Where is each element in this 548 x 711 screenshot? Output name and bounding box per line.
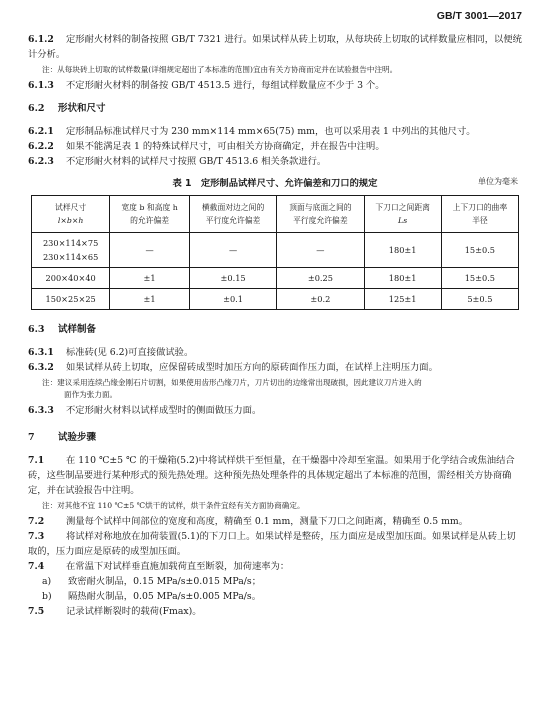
clause-number: 6.3.1: [28, 347, 54, 358]
clause-text: 如果试样从砖上切取，应保留砖成型时加压方向的原砖面作压力面，在试样上注明压力面。: [66, 362, 438, 373]
list-item-text: 隔热耐火制品，0.05 MPa/s±0.005 MPa/s。: [68, 591, 261, 602]
cell-size: 150×25×25: [32, 289, 110, 310]
cell: ±1: [110, 268, 190, 289]
clause-text: 定形耐火材料的制备按照 GB/T 7321 进行。如果试样从砖上切取，从每块砖上切取的试样数量应相同，以便统计分析。: [28, 34, 522, 60]
clause-7-1: [28, 453, 522, 498]
cell-size: 200×40×40: [32, 268, 110, 289]
table-row: [32, 233, 519, 268]
clause-text: 在 110 ℃±5 ℃ 的干燥箱(5.2)中将试样烘干至恒量，在干燥器中冷却至室温。如果用于化学结合或焦油结合砖，这些制品要进行某种形式的预先热处理。这种预先热处理条件的具体规定超出了本标准的范围，需经相关方协商确定，并在试验报告中注明。: [28, 455, 515, 496]
cell: 125±1: [364, 289, 441, 310]
clause-text: 不定形耐火材料的试样尺寸按照 GB/T 4513.6 相关条款进行。: [66, 156, 327, 167]
cell: ±0.2: [277, 289, 364, 310]
clause-text: 定形制品标准试样尺寸为 230 mm×114 mm×65(75) mm，也可以采用表 1 中列出的其他尺寸。: [66, 126, 476, 137]
section-7-heading: [28, 430, 522, 445]
list-item-label: b): [42, 591, 52, 602]
clause-number: 6.2.2: [28, 141, 54, 152]
cell: ±0.1: [189, 289, 276, 310]
clause-7-2: [28, 514, 522, 529]
section-number: 7: [28, 432, 35, 443]
clause-number: 6.2.1: [28, 126, 54, 137]
section-number: 6.3: [28, 324, 45, 335]
table-row: [32, 268, 519, 289]
clause-text: 不定形耐火材料以试样成型时的侧面做压力面。: [66, 405, 262, 416]
clause-6-2-3: [28, 154, 522, 169]
clause-number: 7.1: [28, 455, 45, 466]
clause-7-4: [28, 559, 522, 574]
clause-text: 测量每个试样中间部位的宽度和高度，精确至 0.1 mm，测量下刀口之间距离，精确至 0.5 mm。: [66, 516, 469, 527]
clause-number: 7.3: [28, 531, 45, 542]
section-title: 形状和尺寸: [58, 103, 106, 114]
clause-number: 6.3.2: [28, 362, 54, 373]
header-top-bottom-parallelism: 顶面与底面之间的 平行度允许偏差: [277, 196, 364, 233]
note-3: 注：对其他不宜 110 ℃±5 ℃烘干的试样，烘干条件宜经有关方面协商确定。: [42, 501, 305, 510]
cell: 5±0.5: [441, 289, 518, 310]
table-unit: 单位为毫米: [478, 177, 518, 186]
clause-text: 记录试样断裂时的载荷(Fmax)。: [66, 606, 202, 617]
cell: —: [110, 233, 190, 268]
clause-6-2-1: [28, 124, 522, 139]
note-2: 注：建议采用连续凸缘金刚石片切割，如果使用齿形凸缘刀片，刀片切出的边缘常出现破损，因此建议刀片进入的 面作为张力面。: [42, 378, 422, 399]
cell: 180±1: [364, 233, 441, 268]
page-content: [28, 32, 522, 619]
cell: —: [189, 233, 276, 268]
clause-number: 6.1.2: [28, 34, 54, 45]
cell: 15±0.5: [441, 268, 518, 289]
section-number: 6.2: [28, 103, 45, 114]
clause-6-3-3: [28, 403, 522, 418]
header-edge-radius: 上下刀口的曲率 半径: [441, 196, 518, 233]
header-size: 试样尺寸 l×b×h: [32, 196, 110, 233]
cell: ±0.25: [277, 268, 364, 289]
clause-text: 不定形耐火材料的制备按 GB/T 4513.5 进行，每组试样数量应不少于 3 个。: [66, 80, 385, 91]
cell: ±0.15: [189, 268, 276, 289]
list-item: [42, 589, 522, 604]
clause-text: 将试样对称地放在加荷装置(5.1)的下刀口上。如果试样是整砖，压力面应是成型加压面。如果试样是从砖上切取的，压力面应是原砖的成型加压面。: [28, 531, 516, 557]
section-6-3-heading: [28, 322, 522, 337]
clause-text: 如果不能满足表 1 的特殊试样尺寸，可由相关方协商确定，并在报告中注明。: [66, 141, 385, 152]
note-1: 注：从每块砖上切取的试样数量(详细规定超出了本标准的范围)宜由有关方协商而定并在试验报告中注明。: [42, 65, 398, 74]
list-item: [42, 574, 522, 589]
section-title: 试验步骤: [58, 432, 97, 443]
header-cross-section-parallelism: 横截面对边之间的 平行度允许偏差: [189, 196, 276, 233]
clause-number: 6.3.3: [28, 405, 54, 416]
cell-size: 230×114×75 230×114×65: [32, 233, 110, 268]
clause-number: 7.2: [28, 516, 45, 527]
clause-6-1-3: [28, 78, 522, 93]
clause-text: 在常温下对试样垂直施加载荷直至断裂，加荷速率为：: [66, 561, 290, 572]
section-6-2-heading: [28, 101, 522, 116]
clause-number: 6.2.3: [28, 156, 54, 167]
table-1: [31, 195, 519, 310]
table-row: [32, 289, 519, 310]
clause-6-3-1: [28, 345, 522, 360]
cell: ±1: [110, 289, 190, 310]
table-caption: 表 1 定形制品试样尺寸、允许偏差和刀口的规定: [172, 178, 378, 189]
clause-7-3: [28, 529, 522, 559]
header-lower-span: 下刀口之间距离 Ls: [364, 196, 441, 233]
clause-7-5: [28, 604, 522, 619]
table-1-caption-row: [28, 175, 522, 191]
list-item-label: a): [42, 576, 52, 587]
clause-6-3-2: [28, 360, 522, 375]
cell: 180±1: [364, 268, 441, 289]
clause-6-2-2: [28, 139, 522, 154]
table-header-row: [32, 196, 519, 233]
clause-number: 7.5: [28, 606, 45, 617]
clause-text: 标准砖(见 6.2)可直接做试验。: [66, 347, 194, 358]
section-title: 试样制备: [58, 324, 97, 335]
cell: —: [277, 233, 364, 268]
standard-code-header: GB/T 3001—2017: [436, 10, 522, 22]
clause-number: 7.4: [28, 561, 45, 572]
list-item-text: 致密耐火制品，0.15 MPa/s±0.015 MPa/s；: [68, 576, 261, 587]
header-width-height-tolerance: 宽度 b 和高度 h 的允许偏差: [110, 196, 190, 233]
clause-number: 6.1.3: [28, 80, 54, 91]
cell: 15±0.5: [441, 233, 518, 268]
clause-6-1-2: [28, 32, 522, 62]
